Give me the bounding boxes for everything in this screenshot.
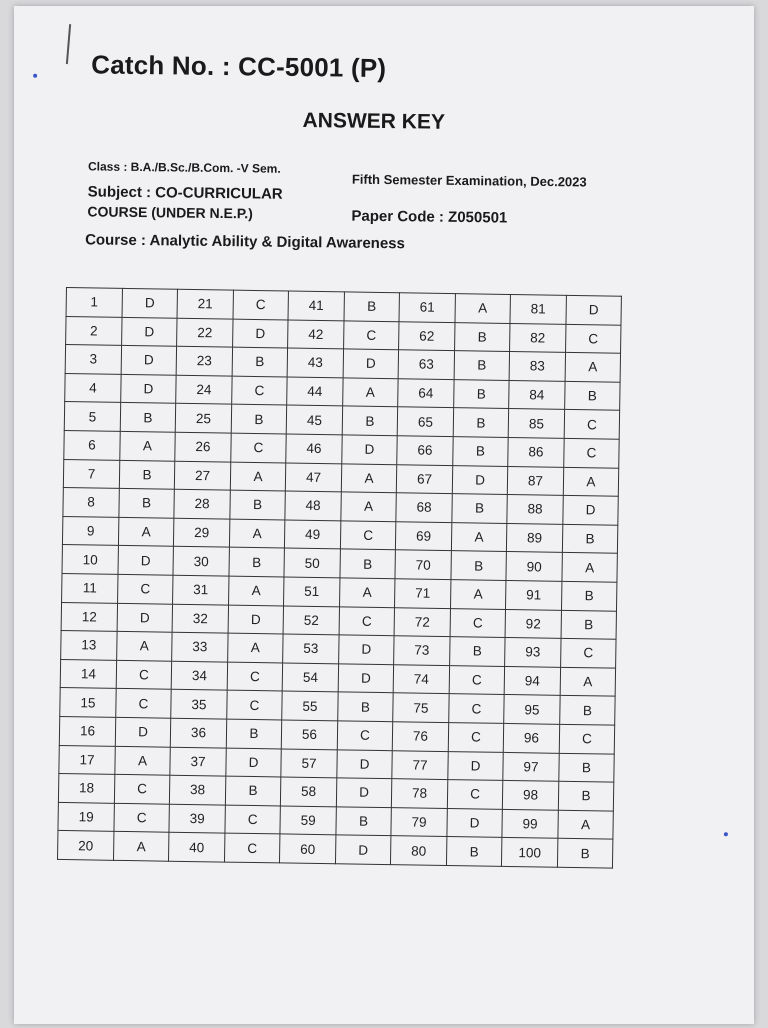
answer-key-body bbox=[58, 288, 622, 869]
answer-cell: B bbox=[455, 322, 510, 351]
answer-cell: C bbox=[231, 433, 286, 462]
answer-cell: D bbox=[122, 288, 177, 317]
question-number-cell: 49 bbox=[284, 520, 340, 549]
question-number-cell: 53 bbox=[283, 634, 339, 663]
question-number-cell: 34 bbox=[171, 661, 227, 690]
question-number-cell: 10 bbox=[62, 545, 118, 574]
answer-cell: A bbox=[114, 832, 169, 861]
answer-cell: C bbox=[225, 805, 280, 834]
question-number-cell: 7 bbox=[63, 459, 119, 488]
question-number-cell: 14 bbox=[60, 659, 116, 688]
answer-cell: D bbox=[342, 435, 397, 464]
answer-cell: A bbox=[451, 580, 506, 609]
answer-cell: B bbox=[454, 351, 509, 380]
question-number-cell: 51 bbox=[284, 577, 340, 606]
question-number-cell: 90 bbox=[506, 552, 562, 581]
answer-cell: C bbox=[448, 722, 503, 751]
answer-cell: C bbox=[564, 410, 619, 439]
answer-cell: A bbox=[562, 553, 617, 582]
question-number-cell: 80 bbox=[390, 836, 446, 865]
question-number-cell: 76 bbox=[392, 722, 448, 751]
class-line: Class : B.A./B.Sc./B.Com. -V Sem. bbox=[87, 159, 281, 176]
answer-cell: D bbox=[115, 717, 170, 746]
answer-cell: C bbox=[116, 660, 171, 689]
answer-cell: D bbox=[448, 751, 503, 780]
question-number-cell: 27 bbox=[174, 461, 230, 490]
answer-cell: A bbox=[230, 462, 285, 491]
exam-line: Fifth Semester Examination, Dec.2023 bbox=[351, 171, 587, 190]
question-number-cell: 28 bbox=[174, 489, 230, 518]
page-title: ANSWER KEY bbox=[302, 109, 446, 134]
answer-cell: D bbox=[339, 635, 394, 664]
answer-cell: C bbox=[561, 638, 616, 667]
question-number-cell: 66 bbox=[397, 436, 453, 465]
answer-cell: D bbox=[566, 295, 621, 324]
question-number-cell: 72 bbox=[394, 607, 450, 636]
question-number-cell: 15 bbox=[60, 688, 116, 717]
answer-cell: B bbox=[451, 551, 506, 580]
question-number-cell: 23 bbox=[176, 346, 232, 375]
question-number-cell: 47 bbox=[285, 463, 341, 492]
answer-cell: B bbox=[454, 379, 509, 408]
answer-cell: C bbox=[447, 780, 502, 809]
question-number-cell: 61 bbox=[399, 293, 455, 322]
answer-cell: D bbox=[452, 465, 507, 494]
question-number-cell: 17 bbox=[59, 745, 115, 774]
pen-mark bbox=[66, 24, 71, 64]
answer-cell: D bbox=[336, 778, 391, 807]
answer-cell: A bbox=[565, 353, 620, 382]
answer-cell: C bbox=[559, 724, 614, 753]
question-number-cell: 57 bbox=[281, 748, 337, 777]
answer-cell: D bbox=[118, 546, 173, 575]
question-number-cell: 19 bbox=[58, 802, 114, 831]
answer-cell: A bbox=[563, 467, 618, 496]
question-number-cell: 39 bbox=[169, 804, 225, 833]
question-number-cell: 1 bbox=[66, 288, 122, 317]
answer-cell: A bbox=[118, 517, 173, 546]
question-number-cell: 84 bbox=[509, 380, 565, 409]
answer-key-table bbox=[57, 287, 622, 869]
answer-cell: B bbox=[453, 408, 508, 437]
answer-cell: B bbox=[232, 347, 287, 376]
question-number-cell: 83 bbox=[509, 352, 565, 381]
answer-cell: B bbox=[452, 494, 507, 523]
answer-cell: B bbox=[561, 581, 616, 610]
answer-cell: B bbox=[120, 403, 175, 432]
question-number-cell: 31 bbox=[173, 575, 229, 604]
answer-cell: D bbox=[335, 835, 390, 864]
answer-cell: A bbox=[451, 522, 506, 551]
answer-cell: D bbox=[338, 664, 393, 693]
answer-cell: B bbox=[229, 547, 284, 576]
answer-cell: D bbox=[563, 495, 618, 524]
answer-cell: B bbox=[450, 637, 505, 666]
answer-cell: C bbox=[233, 290, 288, 319]
answer-cell: A bbox=[229, 576, 284, 605]
answer-cell: C bbox=[449, 665, 504, 694]
answer-cell: C bbox=[114, 803, 169, 832]
question-number-cell: 62 bbox=[399, 321, 455, 350]
question-number-cell: 77 bbox=[392, 750, 448, 779]
question-number-cell: 75 bbox=[393, 693, 449, 722]
question-number-cell: 68 bbox=[396, 493, 452, 522]
question-number-cell: 6 bbox=[64, 430, 120, 459]
answer-cell: D bbox=[337, 749, 392, 778]
answer-cell: B bbox=[119, 460, 174, 489]
question-number-cell: 45 bbox=[286, 405, 342, 434]
answer-cell: D bbox=[447, 808, 502, 837]
question-number-cell: 64 bbox=[398, 379, 454, 408]
answer-cell: D bbox=[122, 317, 177, 346]
question-number-cell: 36 bbox=[170, 718, 226, 747]
answer-cell: D bbox=[233, 319, 288, 348]
answer-cell: C bbox=[340, 521, 395, 550]
answer-cell: B bbox=[557, 839, 612, 868]
answer-key-sheet bbox=[14, 6, 754, 1024]
question-number-cell: 63 bbox=[398, 350, 454, 379]
answer-cell: C bbox=[116, 689, 171, 718]
answer-cell: A bbox=[120, 431, 175, 460]
question-number-cell: 8 bbox=[63, 488, 119, 517]
question-number-cell: 65 bbox=[397, 407, 453, 436]
question-number-cell: 2 bbox=[66, 316, 122, 345]
answer-cell: A bbox=[341, 463, 396, 492]
question-number-cell: 71 bbox=[395, 579, 451, 608]
question-number-cell: 59 bbox=[280, 806, 336, 835]
question-number-cell: 33 bbox=[172, 632, 228, 661]
question-number-cell: 95 bbox=[504, 695, 560, 724]
answer-cell: B bbox=[336, 806, 391, 835]
answer-cell: A bbox=[340, 578, 395, 607]
answer-cell: B bbox=[344, 292, 399, 321]
answer-cell: D bbox=[121, 346, 176, 375]
question-number-cell: 56 bbox=[281, 720, 337, 749]
question-number-cell: 92 bbox=[505, 609, 561, 638]
question-number-cell: 35 bbox=[171, 690, 227, 719]
question-number-cell: 94 bbox=[504, 666, 560, 695]
question-number-cell: 78 bbox=[391, 779, 447, 808]
question-number-cell: 55 bbox=[282, 691, 338, 720]
question-number-cell: 60 bbox=[279, 834, 335, 863]
answer-cell: D bbox=[117, 603, 172, 632]
question-number-cell: 11 bbox=[62, 573, 118, 602]
answer-cell: C bbox=[566, 324, 621, 353]
question-number-cell: 73 bbox=[394, 636, 450, 665]
question-number-cell: 88 bbox=[507, 495, 563, 524]
answer-cell: B bbox=[225, 776, 280, 805]
answer-cell: B bbox=[558, 781, 613, 810]
question-number-cell: 32 bbox=[172, 604, 228, 633]
question-number-cell: 9 bbox=[62, 516, 118, 545]
answer-cell: A bbox=[228, 633, 283, 662]
answer-cell: C bbox=[227, 690, 282, 719]
answer-cell: C bbox=[224, 833, 279, 862]
answer-cell: B bbox=[561, 610, 616, 639]
answer-cell: A bbox=[229, 519, 284, 548]
question-number-cell: 81 bbox=[510, 294, 566, 323]
question-number-cell: 41 bbox=[288, 291, 344, 320]
ink-dot bbox=[33, 74, 37, 78]
question-number-cell: 21 bbox=[177, 289, 233, 318]
question-number-cell: 50 bbox=[284, 548, 340, 577]
question-number-cell: 30 bbox=[173, 547, 229, 576]
answer-cell: D bbox=[121, 374, 176, 403]
answer-cell: C bbox=[450, 608, 505, 637]
answer-cell: A bbox=[558, 810, 613, 839]
answer-cell: B bbox=[231, 404, 286, 433]
answer-cell: B bbox=[230, 490, 285, 519]
question-number-cell: 91 bbox=[505, 580, 561, 609]
question-number-cell: 87 bbox=[507, 466, 563, 495]
answer-cell: D bbox=[343, 349, 398, 378]
answer-cell: D bbox=[226, 748, 281, 777]
question-number-cell: 43 bbox=[287, 348, 343, 377]
question-number-cell: 22 bbox=[177, 318, 233, 347]
question-number-cell: 20 bbox=[58, 831, 114, 860]
answer-cell: A bbox=[560, 667, 615, 696]
answer-cell: C bbox=[227, 662, 282, 691]
question-number-cell: 70 bbox=[395, 550, 451, 579]
answer-cell: C bbox=[339, 606, 394, 635]
answer-cell: B bbox=[340, 549, 395, 578]
subject-line: Subject : CO-CURRICULAR bbox=[87, 183, 283, 203]
answer-cell: C bbox=[337, 721, 392, 750]
question-number-cell: 24 bbox=[176, 375, 232, 404]
course-line: Course : Analytic Ability & Digital Awareness bbox=[85, 231, 406, 253]
answer-cell: A bbox=[115, 746, 170, 775]
answer-cell: B bbox=[119, 489, 174, 518]
question-number-cell: 98 bbox=[502, 781, 558, 810]
question-number-cell: 89 bbox=[506, 523, 562, 552]
question-number-cell: 16 bbox=[59, 716, 115, 745]
question-number-cell: 38 bbox=[169, 775, 225, 804]
answer-cell: C bbox=[564, 438, 619, 467]
question-number-cell: 100 bbox=[501, 838, 557, 867]
answer-cell: B bbox=[565, 381, 620, 410]
question-number-cell: 4 bbox=[65, 373, 121, 402]
question-number-cell: 79 bbox=[391, 807, 447, 836]
question-number-cell: 48 bbox=[285, 491, 341, 520]
answer-cell: C bbox=[344, 320, 399, 349]
question-number-cell: 85 bbox=[508, 409, 564, 438]
answer-cell: A bbox=[117, 631, 172, 660]
question-number-cell: 29 bbox=[173, 518, 229, 547]
answer-cell: C bbox=[449, 694, 504, 723]
question-number-cell: 3 bbox=[65, 345, 121, 374]
question-number-cell: 82 bbox=[510, 323, 566, 352]
answer-cell: B bbox=[342, 406, 397, 435]
question-number-cell: 5 bbox=[64, 402, 120, 431]
answer-cell: A bbox=[343, 378, 398, 407]
question-number-cell: 93 bbox=[505, 638, 561, 667]
answer-cell: C bbox=[232, 376, 287, 405]
question-number-cell: 46 bbox=[286, 434, 342, 463]
question-number-cell: 18 bbox=[58, 774, 114, 803]
question-number-cell: 42 bbox=[288, 320, 344, 349]
question-number-cell: 25 bbox=[175, 404, 231, 433]
question-number-cell: 99 bbox=[502, 809, 558, 838]
question-number-cell: 12 bbox=[61, 602, 117, 631]
answer-cell: B bbox=[559, 753, 614, 782]
answer-cell: A bbox=[455, 294, 510, 323]
question-number-cell: 69 bbox=[395, 521, 451, 550]
paper-code: Paper Code : Z050501 bbox=[351, 207, 508, 227]
question-number-cell: 58 bbox=[280, 777, 336, 806]
question-number-cell: 44 bbox=[287, 377, 343, 406]
catch-number: Catch No. : CC-5001 (P) bbox=[91, 49, 387, 84]
answer-cell: A bbox=[341, 492, 396, 521]
question-number-cell: 52 bbox=[283, 605, 339, 634]
answer-cell: C bbox=[114, 774, 169, 803]
answer-cell: B bbox=[338, 692, 393, 721]
question-number-cell: 54 bbox=[282, 663, 338, 692]
answer-cell: B bbox=[562, 524, 617, 553]
question-number-cell: 96 bbox=[503, 723, 559, 752]
question-number-cell: 37 bbox=[170, 747, 226, 776]
answer-cell: B bbox=[453, 437, 508, 466]
answer-cell: D bbox=[228, 605, 283, 634]
question-number-cell: 74 bbox=[393, 664, 449, 693]
question-number-cell: 13 bbox=[61, 631, 117, 660]
question-number-cell: 67 bbox=[396, 464, 452, 493]
ink-dot bbox=[724, 832, 728, 836]
question-number-cell: 40 bbox=[168, 832, 224, 861]
answer-cell: B bbox=[560, 696, 615, 725]
question-number-cell: 26 bbox=[175, 432, 231, 461]
course-nep-line: COURSE (UNDER N.E.P.) bbox=[87, 203, 253, 222]
question-number-cell: 86 bbox=[508, 437, 564, 466]
answer-cell: B bbox=[226, 719, 281, 748]
answer-cell: C bbox=[118, 574, 173, 603]
question-number-cell: 97 bbox=[503, 752, 559, 781]
answer-cell: B bbox=[446, 837, 501, 866]
